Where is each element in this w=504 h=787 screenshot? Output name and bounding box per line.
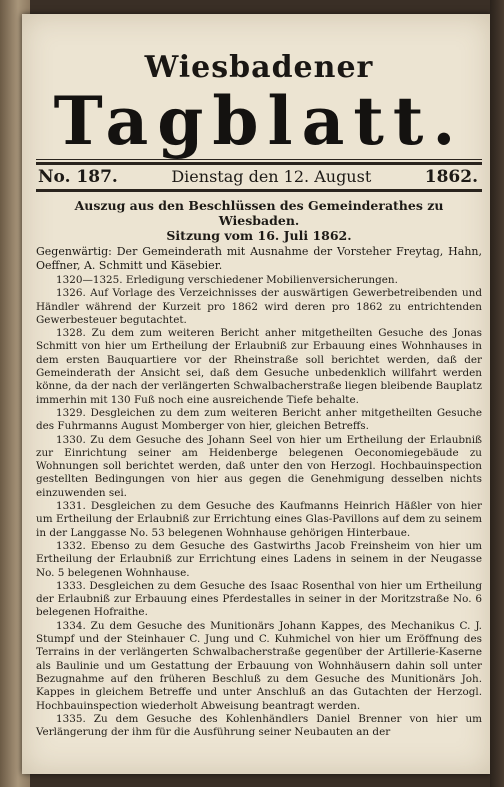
paragraph: 1328. Zu dem zum weiteren Bericht anher mitgetheilten Gesuche des Jonas Schmitt von hier um Ertheilung der Erlaubniß zur Erbauung eines Wohnhauses in dem ersten Bauquartiere vor der Rheinstraße soll berichtet werden, daß der Gemeinderath der Ansicht sei, daß dem Gesuche unbedenklich willfahrt werden könne, da der nach der verlängerten Schwalbacherstraße liegen bleibende Bauplatz immerhin mit 130 Fuß noch eine ausreichende Tiefe behalte.	[36, 327, 482, 406]
paragraph: 1333. Desgleichen zu dem Gesuche des Isaac Rosenthal von hier um Ertheilung der Erlaubniß zur Erbauung eines Pferdestalles in seiner in der Moritzstraße No. 6 belegenen Hofraithe.	[36, 579, 482, 619]
attendance-note: Gegenwärtig: Der Gemeinderath mit Ausnahme der Vorsteher Freytag, Hahn, Oeffner, A. Schmitt und Käsebier.	[36, 245, 482, 272]
paragraph: 1335. Zu dem Gesuche des Kohlenhändlers Daniel Brenner von hier um Verlängerung der ihm für die Ausführung seiner Neubauten an der	[36, 712, 482, 739]
headline-line-1: Auszug aus den Beschlüssen des Gemeinderathes zu Wiesbaden.	[74, 198, 444, 228]
newspaper-page	[22, 14, 492, 774]
scan-background-edge	[490, 0, 504, 787]
paragraph: 1332. Ebenso zu dem Gesuche des Gastwirths Jacob Freinsheim von hier um Ertheilung der Erlaubniß zur Errichtung eines Ladens in seinem in der Neugasse No. 5 belegenen Wohnhause.	[36, 539, 482, 579]
paragraph: 1326. Auf Vorlage des Verzeichnisses der auswärtigen Gewerbetreibenden und Händler während der Kurzeit pro 1862 wird deren pro 1862 zu entrichtenden Gewerbesteuer begutachtet.	[36, 287, 482, 326]
paragraph: 1329. Desgleichen zu dem zum weiteren Bericht anher mitgetheilten Gesuche des Fuhrmanns August Momberger von hier, gleichen Betreffs.	[36, 406, 482, 433]
masthead-city: Wiesbadener	[144, 50, 374, 85]
article-headline	[36, 198, 482, 243]
issue-year: 1862.	[424, 167, 478, 187]
paragraph: 1331. Desgleichen zu dem Gesuche des Kaufmanns Heinrich Häßler von hier um Ertheilung der Erlaubniß zur Errichtung eines Glas-Pavillons auf dem zu seinem in der Langgasse No. 53 belegenen Wohnhause gehörigen Hinterbaue.	[36, 500, 482, 539]
issue-date: Dienstag den 12. August	[171, 167, 372, 186]
headline-line-2: Sitzung vom 16. Juli 1862.	[166, 228, 352, 243]
paragraph: 1320—1325. Erledigung verschiedener Mobilienversicherungen.	[56, 274, 398, 286]
dateline-rule	[36, 189, 482, 192]
article-body	[36, 274, 482, 739]
paragraph: 1334. Zu dem Gesuche des Munitionärs Johann Kappes, des Mechanikus C. J. Stumpf und der Steinhauer C. Jung und C. Kuhmichel von hier um Eröffnung des Terrains in der verlängerten Schwalbacherstraße gegenüber der Artillerie-Kaserne als Baulinie und um Gestattung der Erbauung von Wohnhäusern dahin soll unter Bezugnahme auf den früheren Beschluß zu dem Gesuche des Munitionärs Joh. Kappes in gleichem Betreffe und unter Anschluß an das Gutachten der Herzogl. Hochbauinspection wiederholt Abweisung beantragt werden.	[36, 619, 482, 712]
masthead-title: Tagblatt.	[53, 82, 465, 160]
masthead	[36, 50, 482, 160]
paragraph: 1330. Zu dem Gesuche des Johann Seel von hier um Ertheilung der Erlaubniß zur Einrichtung seiner am Heidenberge belegenen Oeconomiegebäude zu Wohnungen soll berichtet werden, daß unter den von Herzogl. Hochbauinspection gestellten Bedingungen von hier aus gegen die Genehmigung desselben nichts einzuwenden sei.	[36, 433, 482, 499]
issue-number: No. 187.	[38, 167, 118, 187]
dateline	[36, 165, 482, 187]
